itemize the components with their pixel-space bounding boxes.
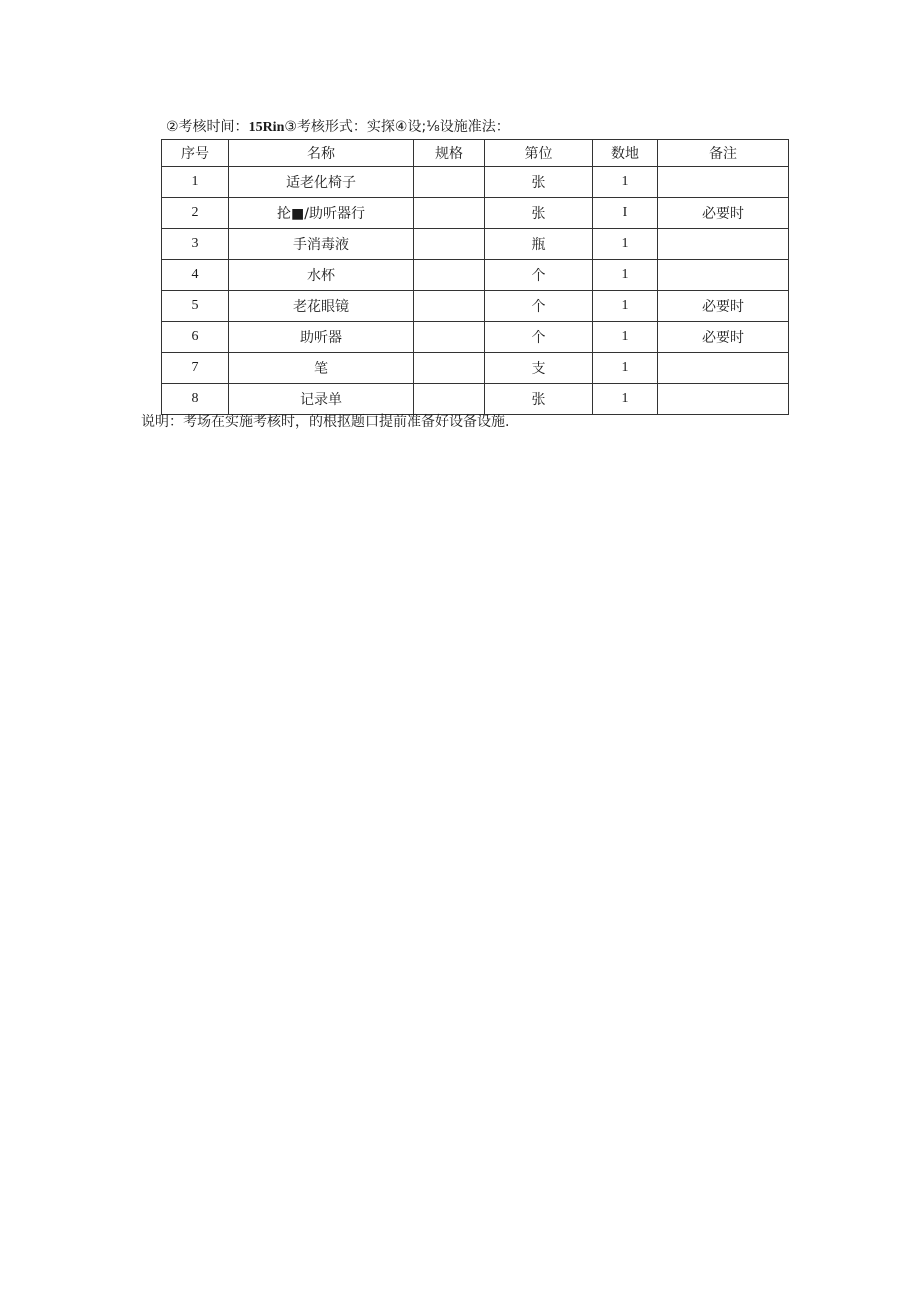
footnote: 说明：考场在实施考核时，的根抠题口提前准备好设备设施. — [141, 414, 510, 430]
cell-remark — [658, 229, 789, 260]
cell-spec — [414, 229, 485, 260]
exam-form-label: ③考核形式：实探④设;⅛设施准法： — [284, 119, 510, 135]
cell-remark: 必要时 — [658, 198, 789, 229]
cell-index: 6 — [162, 322, 229, 353]
cell-name: 记录单 — [229, 384, 414, 415]
cell-remark — [658, 384, 789, 415]
cell-quantity: 1 — [593, 353, 658, 384]
cell-index: 2 — [162, 198, 229, 229]
header-remark: 备注 — [658, 140, 789, 167]
cell-index: 7 — [162, 353, 229, 384]
cell-quantity: 1 — [593, 229, 658, 260]
table-row — [162, 353, 789, 384]
table-row — [162, 198, 789, 229]
cell-index: 8 — [162, 384, 229, 415]
cell-quantity: 1 — [593, 260, 658, 291]
header-index: 序号 — [162, 140, 229, 167]
cell-index: 3 — [162, 229, 229, 260]
cell-index: 1 — [162, 167, 229, 198]
cell-unit: 支 — [485, 353, 593, 384]
cell-quantity: 1 — [593, 167, 658, 198]
cell-remark — [658, 353, 789, 384]
cell-name: 适老化椅子 — [229, 167, 414, 198]
table-row — [162, 291, 789, 322]
table-row — [162, 167, 789, 198]
cell-quantity: I — [593, 198, 658, 229]
cell-quantity: 1 — [593, 322, 658, 353]
header-name: 名称 — [229, 140, 414, 167]
table-row — [162, 384, 789, 415]
header-quantity: 数地 — [593, 140, 658, 167]
cell-spec — [414, 198, 485, 229]
cell-unit: 个 — [485, 322, 593, 353]
cell-unit: 瓶 — [485, 229, 593, 260]
cell-remark: 必要时 — [658, 291, 789, 322]
cell-index: 5 — [162, 291, 229, 322]
cell-spec — [414, 291, 485, 322]
cell-name: 水杯 — [229, 260, 414, 291]
equipment-table — [161, 139, 789, 415]
cell-remark — [658, 167, 789, 198]
cell-remark — [658, 260, 789, 291]
cell-spec — [414, 167, 485, 198]
cell-unit: 张 — [485, 198, 593, 229]
table-row — [162, 260, 789, 291]
cell-name: 老花眼镜 — [229, 291, 414, 322]
cell-spec — [414, 322, 485, 353]
cell-name: 抡■/助听器行 — [229, 198, 414, 229]
cell-spec — [414, 384, 485, 415]
cell-unit: 张 — [485, 384, 593, 415]
cell-quantity: 1 — [593, 291, 658, 322]
cell-name: 笔 — [229, 353, 414, 384]
cell-index: 4 — [162, 260, 229, 291]
cell-unit: 张 — [485, 167, 593, 198]
table-header-row — [162, 140, 789, 167]
cell-name: 助听器 — [229, 322, 414, 353]
table-row — [162, 322, 789, 353]
exam-time-value: 15Rin — [248, 120, 285, 135]
cell-quantity: 1 — [593, 384, 658, 415]
cell-spec — [414, 260, 485, 291]
exam-info-heading — [166, 117, 510, 138]
table-row — [162, 229, 789, 260]
cell-unit: 个 — [485, 260, 593, 291]
cell-spec — [414, 353, 485, 384]
cell-name: 手消毒液 — [229, 229, 414, 260]
cell-unit: 个 — [485, 291, 593, 322]
header-unit: 第位 — [485, 140, 593, 167]
exam-time-label: ②考核时间： — [166, 119, 249, 135]
header-spec: 规格 — [414, 140, 485, 167]
cell-remark: 必要时 — [658, 322, 789, 353]
